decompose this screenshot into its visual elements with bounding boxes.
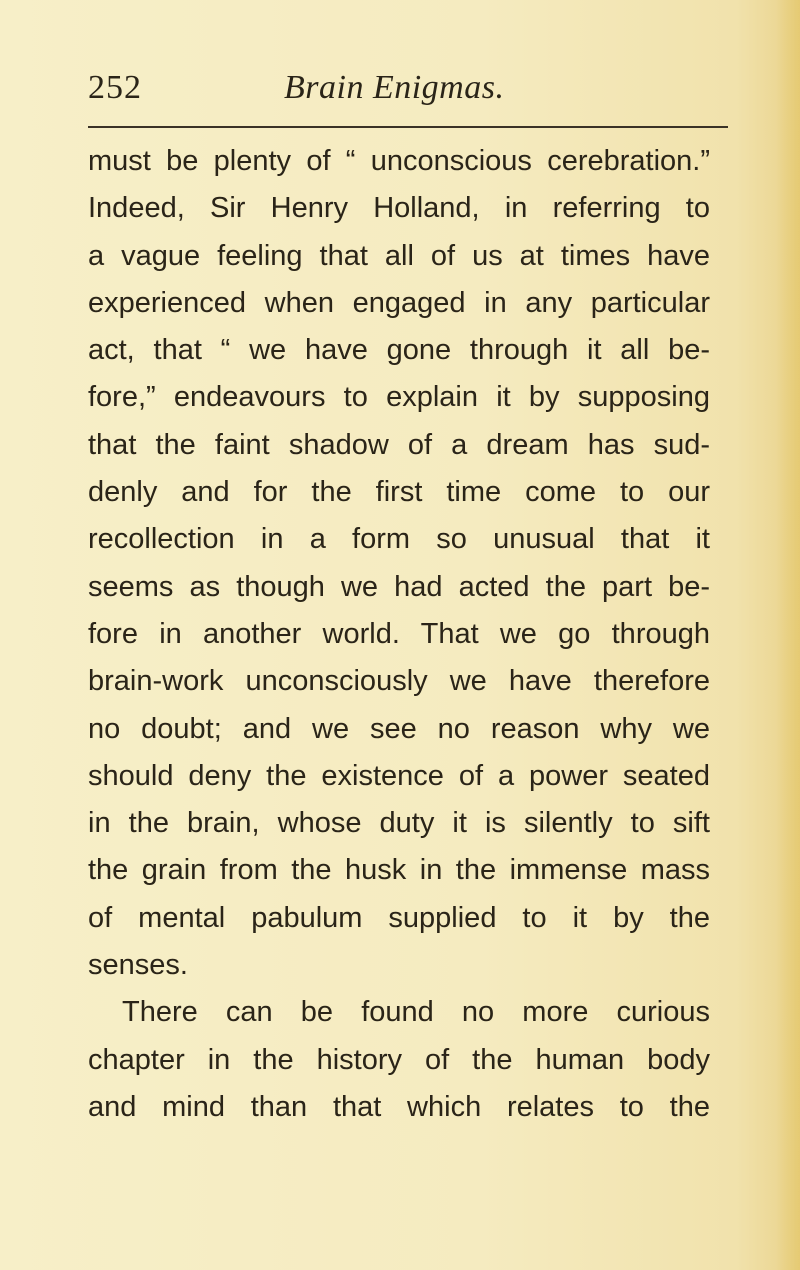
text-line: seems as though we had acted the part be- [88, 570, 710, 603]
running-title: Brain Enigmas. [284, 69, 505, 106]
running-head [88, 66, 728, 116]
body-text [88, 138, 710, 1131]
text-line: a vague feeling that all of us at times have [88, 239, 710, 272]
text-line: recollection in a form so unusual that it [88, 523, 710, 556]
text-line: brain-work unconsciously we have therefore [88, 665, 710, 698]
text-line: fore in another world. That we go through [88, 617, 710, 650]
paragraph-start-line: There can be found no more curious [122, 996, 710, 1029]
text-line: and mind than that which relates to the [88, 1090, 710, 1123]
text-line: act, that “ we have gone through it all be- [88, 334, 710, 367]
text-line: the grain from the husk in the immense mass [88, 854, 710, 887]
page-edge-shading [776, 0, 800, 1270]
text-line: should deny the existence of a power seated [88, 759, 710, 792]
text-line: of mental pabulum supplied to it by the [88, 901, 710, 934]
text-line: Indeed, Sir Henry Holland, in referring to [88, 192, 710, 225]
text-line: denly and for the first time come to our [88, 476, 710, 509]
text-line: that the faint shadow of a dream has sud- [88, 428, 710, 461]
text-line: experienced when engaged in any particular [88, 286, 710, 319]
page-number: 252 [88, 69, 142, 106]
text-line: chapter in the history of the human body [88, 1043, 710, 1076]
text-line: fore,” endeavours to explain it by supposing [88, 381, 710, 414]
paragraph-end-line: senses. [88, 949, 188, 982]
header-rule [88, 126, 728, 128]
text-line: no doubt; and we see no reason why we [88, 712, 710, 745]
text-line: in the brain, whose duty it is silently to sift [88, 807, 710, 840]
text-line: must be plenty of “ unconscious cerebration.” [88, 145, 710, 177]
